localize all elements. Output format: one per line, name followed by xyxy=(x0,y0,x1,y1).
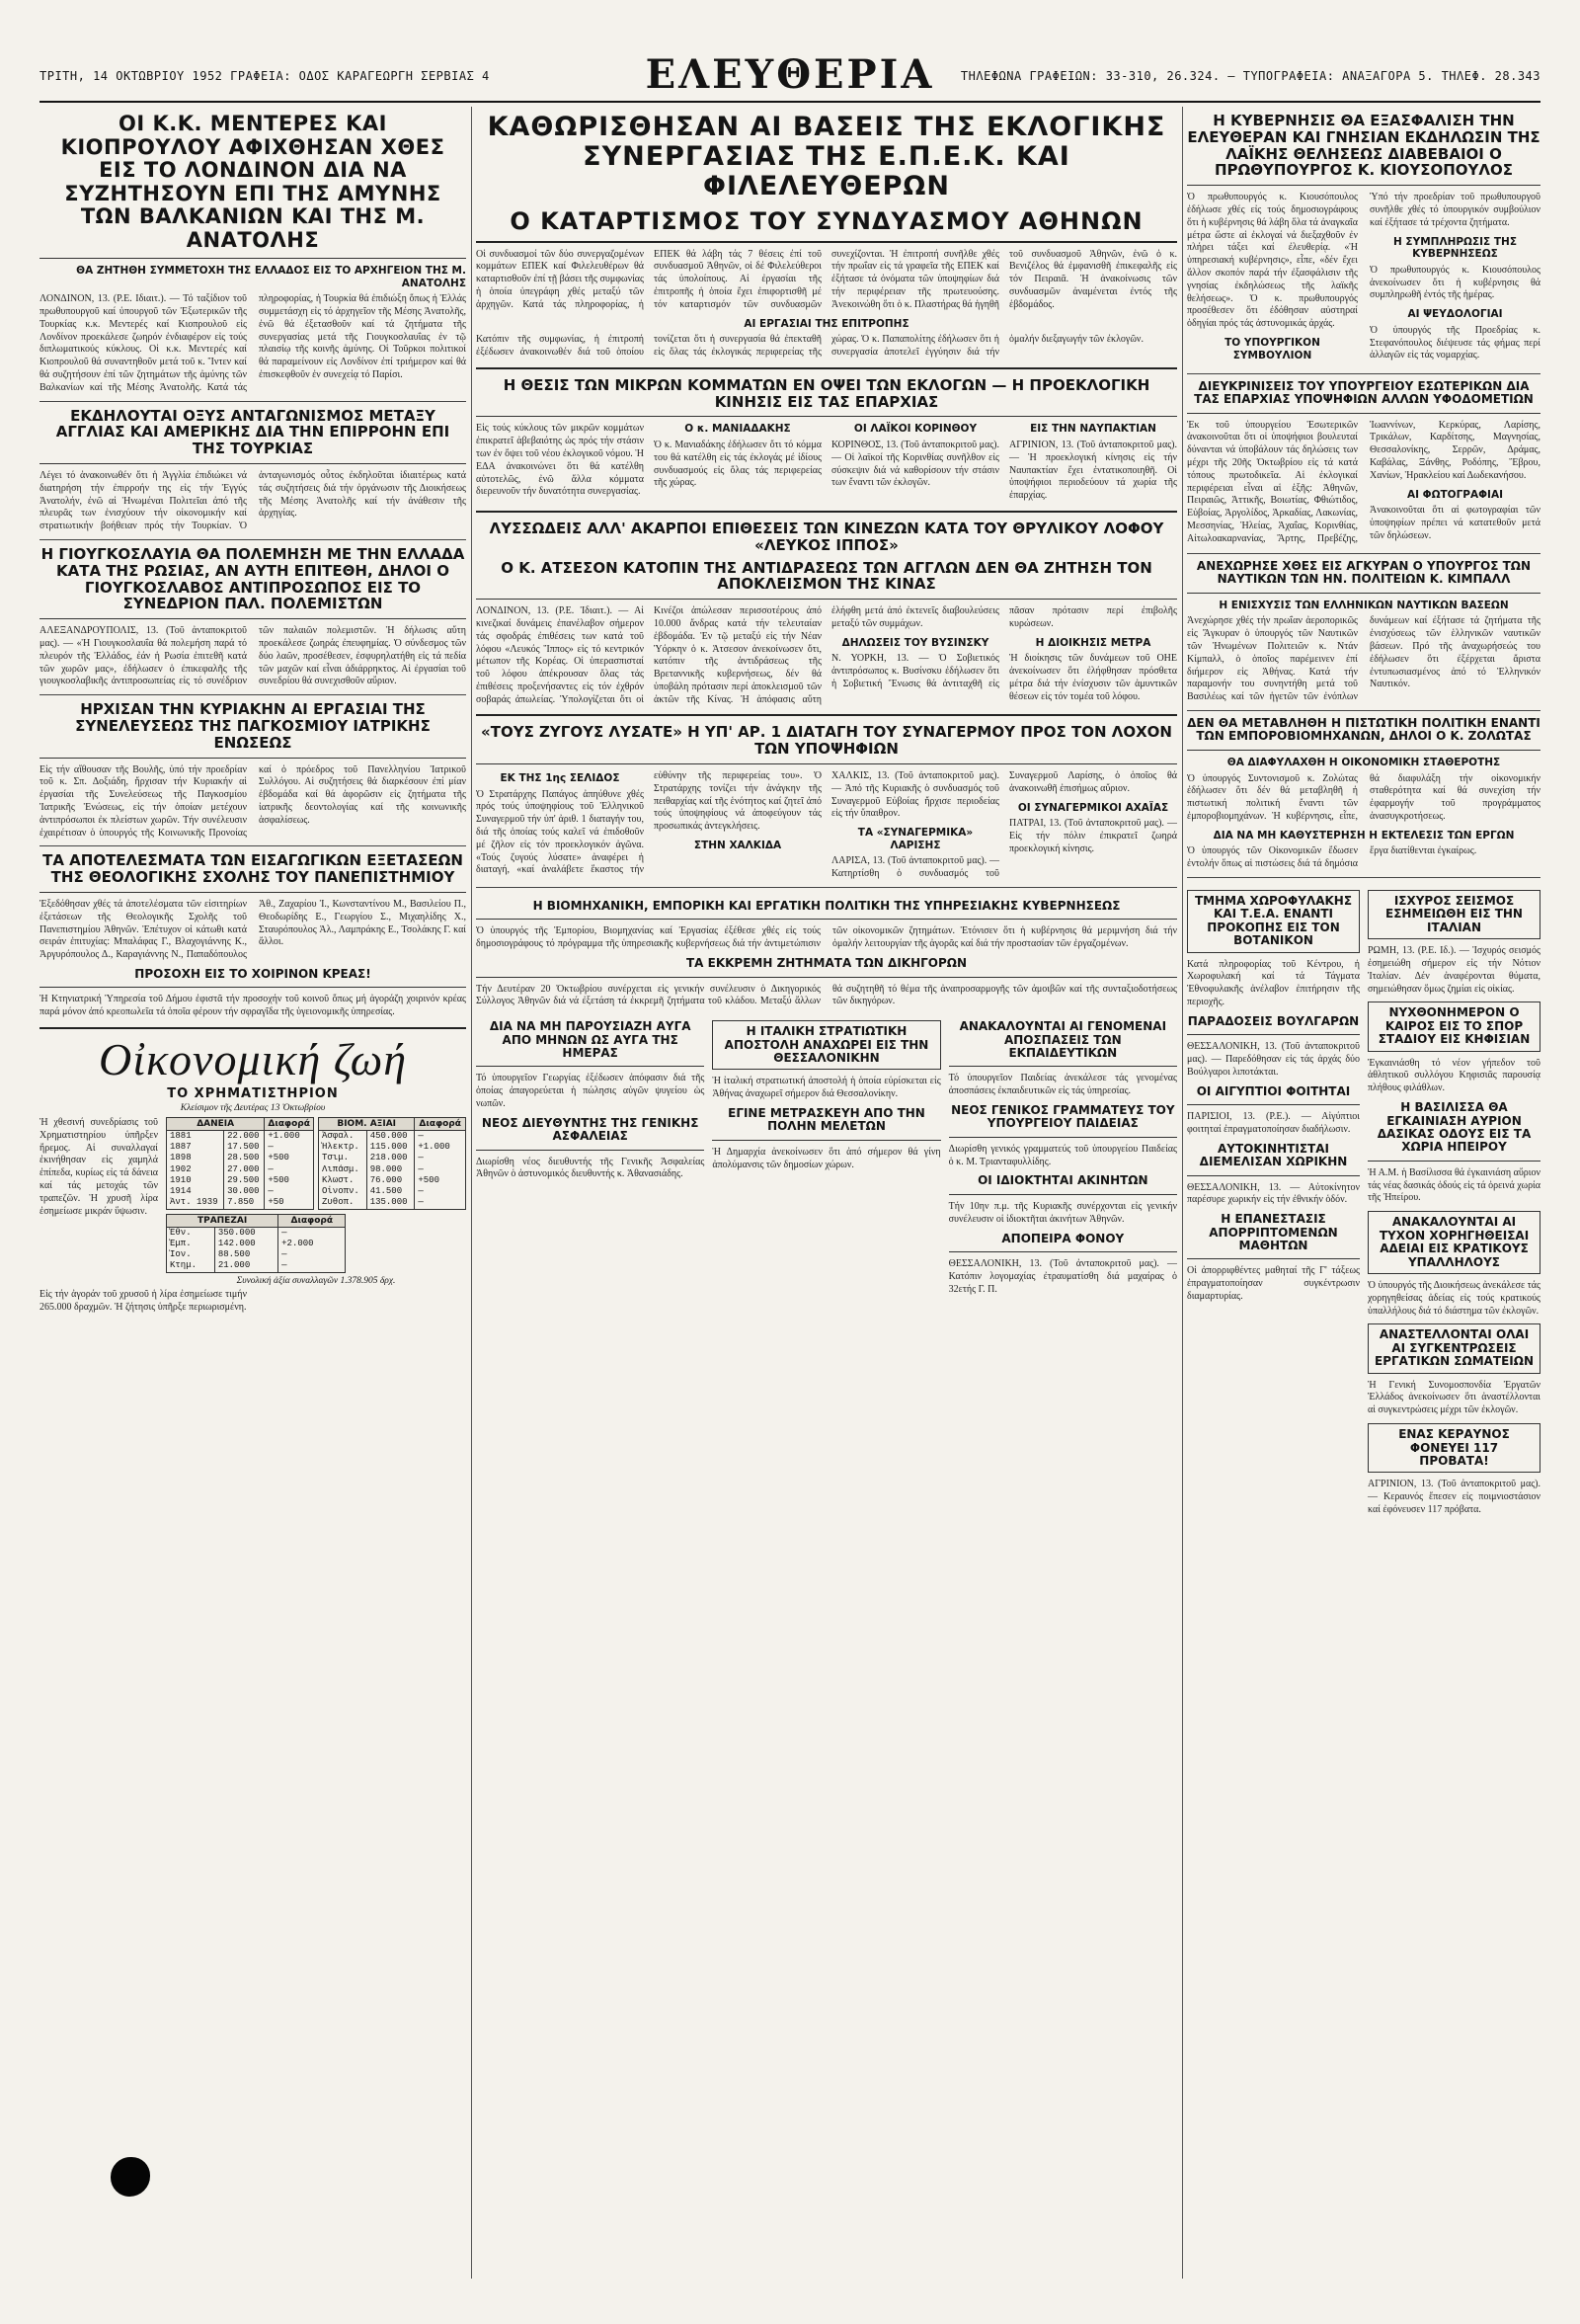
banks-table xyxy=(166,1214,346,1273)
article-columns xyxy=(476,605,1177,706)
table-cell: 135.000 xyxy=(366,1197,415,1209)
article-theology-exams xyxy=(40,852,466,962)
table-cell: 218.000 xyxy=(366,1153,415,1163)
headline: ΤΑ ΑΠΟΤΕΛΕΣΜΑΤΑ ΤΩΝ ΕΙΣΑΓΩΓΙΚΩΝ ΕΞΕΤΑΣΕΩΝ ΤΗΣ ΘΕΟΛΟΓΙΚΗΣ ΣΧΟΛΗΣ ΤΟΥ ΠΑΝΕΠΙΣΤΗΜΙΟΥ xyxy=(40,852,466,893)
small-news-cell xyxy=(949,1014,1177,1302)
headline: ΕΝΑΣ ΚΕΡΑΥΝΟΣ ΦΟΝΕΥΕΙ 117 ΠΡΟΒΑΤΑ! xyxy=(1368,1423,1540,1473)
table-cell: — xyxy=(265,1186,314,1197)
article-body: Κατόπιν τῆς συμφωνίας, ἡ ἐπιτροπή ἐξέδωσεν ἀνακοινωθέν διά τοῦ ὁποίου τονίζεται ὅτι ἡ συνεργασία θά ἐπεκταθῆ εἰς ὅλας τάς ἐκλογικάς περιφερείας τῆς χώρας. Ὁ κ. Παπαπολίτης ἐδήλωσεν ὅτι ἡ συνεργασία ἀποτελεῖ ἐγγύησιν διά τήν ὁμαλήν διεξαγωγήν τῶν ἐκλογῶν. xyxy=(476,334,1144,358)
headline: Η ΒΑΣΙΛΙΣΣΑ ΘΑ ΕΓΚΑΙΝΙΑΣΗ ΑΥΡΙΟΝ ΔΑΣΙΚΑΣ ΟΔΟΥΣ ΕΙΣ ΤΑ ΧΩΡΙΑ ΗΠΕΙΡΟΥ xyxy=(1368,1101,1540,1162)
article-industrial-policy xyxy=(476,900,1177,951)
table-row xyxy=(167,1130,314,1142)
headline: ΗΡΧΙΣΑΝ ΤΗΝ ΚΥΡΙΑΚΗΝ ΑΙ ΕΡΓΑΣΙΑΙ ΤΗΣ ΣΥΝΕΛΕΥΣΕΩΣ ΤΗΣ ΠΑΓΚΟΣΜΙΟΥ ΙΑΤΡΙΚΗΣ ΕΝΩΣΕΩΣ xyxy=(40,701,466,758)
article-body: ΠΑΡΙΣΙΟΙ, 13. (Ρ.Ε.). — Αἰγύπτιοι φοιτηταί ἐπραγματοποίησαν διαδήλωσιν. xyxy=(1187,1111,1360,1135)
article-body: Ὑπό τήν προεδρίαν τοῦ πρωθυπουργοῦ συνῆλθε χθές τό ὑπουργικόν συμβούλιον καί ἐξήτασε τά τρέχοντα ζητήματα. xyxy=(1370,192,1540,228)
article-anglo-american-rivalry xyxy=(40,408,466,533)
economic-content xyxy=(40,1117,466,1289)
table-row xyxy=(167,1186,314,1197)
table-cell: 115.000 xyxy=(366,1142,415,1153)
article-body: Ἡ Α.Μ. ἡ Βασίλισσα θά ἐγκαινιάση αὔριον τάς νέας δασικάς ὁδούς εἰς τά ὀρεινά χωρία τῆς Ἠπείρου. xyxy=(1368,1166,1540,1204)
lower-center-left xyxy=(476,894,1177,1302)
table-cell: — xyxy=(265,1142,314,1153)
table-cell: Ἀσφαλ. xyxy=(319,1130,367,1142)
table-header-row xyxy=(167,1117,314,1130)
article-body: Ἀνεχώρησε χθές τήν πρωΐαν ἀεροπορικῶς εἰς Ἄγκυραν ὁ ὑπουργός τῶν Ναυτικῶν τῶν Ἡνωμένων Πολιτειῶν κ. Ντάν Κίμπαλλ, ὁ ὁποῖος παρέμεινεν ἐπί διήμερον εἰς Ἀθήνας. Κατά τήν παραμονήν του συνηντήθη μετά τοῦ Βασιλέως καί τῶν ἡγετῶν τῶν ἐνόπλων δυνάμεων καί ἐξήτασε τά ζητήματα τῆς ἐνισχύσεως τῶν ἑλληνικῶν ναυτικῶν βάσεων. Πρό τῆς ἀναχωρήσεώς του ἐδήλωσεν ὅτι ἐξέρχεται ἄριστα ἐντυπωσιασμένος ἀπό τό Ἑλληνικόν Ναυτικόν. xyxy=(1187,615,1540,703)
lead-headline: ΚΑΘΩΡΙΣΘΗΣΑΝ ΑΙ ΒΑΣΕΙΣ ΤΗΣ ΕΚΛΟΓΙΚΗΣ ΣΥΝΕΡΓΑΣΙΑΣ ΤΗΣ Ε.Π.Ε.Κ. ΚΑΙ ΦΙΛΕΛΕΥΘΕΡΩΝ xyxy=(487,112,1166,202)
headline: ΑΝΑΣΤΕΛΛΟΝΤΑΙ ΟΛΑΙ ΑΙ ΣΥΓΚΕΝΤΡΩΣΕΙΣ ΕΡΓΑΤΙΚΩΝ ΣΩΜΑΤΕΙΩΝ xyxy=(1368,1323,1540,1373)
subheadline: ΤΑ «ΣΥΝΑΓΕΡΜΙΚΑ» ΛΑΡΙΣΗΣ xyxy=(857,827,974,851)
industry-table xyxy=(318,1117,466,1210)
headline: ΝΥΧΘΟΝΗΜΕΡΟΝ Ο ΚΑΙΡΟΣ ΕΙΣ ΤΟ ΣΠΟΡ ΣΤΑΔΙΟΥ ΕΙΣ ΚΗΦΙΣΙΑΝ xyxy=(1368,1002,1540,1051)
table-cell: 142.000 xyxy=(214,1239,277,1249)
article-columns xyxy=(476,423,1177,503)
table-row xyxy=(319,1130,466,1142)
table-cell: Ζυθοπ. xyxy=(319,1197,367,1209)
article-columns xyxy=(1187,192,1540,366)
article-body: Ὁ Στρατάρχης Παπάγος ἀπηύθυνε χθές πρός τούς ὑποψηφίους τοῦ Ἑλληνικοῦ Συναγερμοῦ τήν ὑπ' ἀριθ. 1 διαταγήν του, διά τῆς ὁποίας τούς καλεῖ νά ἐπιδοθοῦν μέ ζῆλον εἰς τόν προεκλογικόν ἀγῶνα. «Τούς ζυγούς λύσατε» ἀναφέρει ἡ διαταγή, «καί ἀναλάβετε ἕκαστος τήν εὐθύνην τῆς περιφερείας του». Ὁ Στρατάρχης τονίζει τήν ἀνάγκην τῆς πειθαρχίας καί τῆς ἑνότητος καί ζητεῖ ἀπό τούς ὑποψηφίους νά ἀποφεύγουν τάς προσωπικάς ἀντεγκλήσεις. xyxy=(476,770,822,876)
table-cell: — xyxy=(265,1164,314,1175)
table-cell: +50 xyxy=(265,1197,314,1209)
article-body: Ἐξεδόθησαν χθές τά ἀποτελέσματα τῶν εἰσιτηρίων ἐξετάσεων τῆς Θεολογικῆς Σχολῆς τοῦ Πανεπιστημίου Ἀθηνῶν. Ἐπέτυχον οἱ κάτωθι κατά σειράν ἐπιτυχίας: Μπαλάφας Γ., Βλαχογιάννης Κ., Ἀργυρόπουλος Δ., Καραγιάννης Ν., Παπαδόπουλος Ἀθ., Ζαχαρίου Ἰ., Κωνσταντίνου Μ., Βασιλείου Π., Θεοδωρίδης Ε., Γεωργίου Σ., Μιχαηλίδης Χ., Σταυρόπουλος Ἀλ., Λαμπράκης Ε., Τσολάκης Γ. καί ἄλλοι. xyxy=(40,898,466,961)
subheadline: Ο κ. ΜΑΝΙΑΔΑΚΗΣ xyxy=(684,423,791,436)
table-cell: Ἀντ. 1939 xyxy=(167,1197,224,1209)
table-row xyxy=(167,1175,314,1186)
lower-right-right xyxy=(1368,884,1540,1523)
article-small-parties xyxy=(476,377,1177,503)
table-cell: Κτημ. xyxy=(167,1260,215,1272)
market-tables-row xyxy=(166,1117,466,1210)
table-cell: — xyxy=(415,1164,466,1175)
table-cell: 41.500 xyxy=(366,1186,415,1197)
article-body: Κατά πληροφορίας τοῦ Κέντρου, ἡ Χωροφυλακή καί τά Τάγματα Ἐθνοφυλακῆς ἀνέλαβον ἐπιτήρησιν τῆς περιοχῆς. xyxy=(1187,958,1360,1008)
article-body: ΑΓΡΙΝΙΟΝ, 13. (Τοῦ ἀνταποκριτοῦ μας). — Κεραυνός ἔπεσεν εἰς ποιμνιοστάσιον καί ἐφόνευσεν 117 πρόβατα. xyxy=(1368,1479,1540,1515)
article-body: Διωρίσθη γενικός γραμματεύς τοῦ ὑπουργείου Παιδείας ὁ κ. Μ. Τριανταφυλλίδης. xyxy=(948,1143,1177,1167)
subheadline: ΑΙ ΨΕΥΔΟΛΟΓΙΑΙ xyxy=(1407,308,1503,321)
article-body: ΧΑΛΚΙΣ, 13. (Τοῦ ἀνταποκριτοῦ μας). — Ἀπό τῆς Κυριακῆς ὁ συνδυασμός τοῦ Συναγερμοῦ Εὐβοίας ἤρχισε περιοδείας εἰς τήν ὕπαιθρον. xyxy=(831,770,999,820)
section-title: Οἰκονομική ζωή xyxy=(98,1033,408,1084)
table-cell: 1902 xyxy=(167,1164,224,1175)
article-body: ΛΑΡΙΣΑ, 13. (Τοῦ ἀνταποκριτοῦ μας). — Κατηρτίσθη ὁ συνδυασμός τοῦ Συναγερμοῦ Λαρίσης, ὁ ὁποῖος θά ἀνακοινωθῆ ἐπισήμως αὔριον. xyxy=(831,770,1177,880)
table-cell: Ἡλεκτρ. xyxy=(319,1142,367,1153)
article-body: Τήν Δευτέραν 20 Ὀκτωβρίου συνέρχεται εἰς γενικήν συνέλευσιν ὁ Δικηγορικός Σύλλογος Ἀθηνῶν διά νά ἐξετάση τά ἐκκρεμῆ ζητήματα τοῦ κλάδου. Μεταξύ ἄλλων θά συζητηθῆ τό θέμα τῆς ἀναπροσαρμογῆς τῶν ἀμοιβῶν καί τῆς συνταξιοδοτήσεως τῶν δικηγόρων. xyxy=(476,983,1177,1007)
article-body: Οἱ συνδυασμοί τῶν δύο συνεργαζομένων κομμάτων ΕΠΕΚ καί Φιλελευθέρων θά καταρτισθοῦν ἐπί τῇ βάσει τῆς συμφωνίας ἡ ὁποία ὑπεγράφη χθές μεταξύ τῶν ἀρχηγῶν. Κατά τάς πληροφορίας, ἡ ΕΠΕΚ θά λάβη τάς 7 θέσεις ἐπί τοῦ συνδυασμοῦ Ἀθηνῶν, οἱ δέ Φιλελεύθεροι τάς ὑπολοίπους. Αἱ ἐργασίαι τῆς ἐπιτροπῆς ἡ ὁποία ἔχει ἐπιφορτισθῆ μέ τόν καταρτισμόν τῶν συνδυασμῶν συνεχίζονται. Ἡ ἐπιτροπή συνῆλθε χθές τήν πρωΐαν εἰς τά γραφεῖα τῆς ΕΠΕΚ καί ἐξήτασε τά ὀνόματα τῶν ὑποψηφίων διά τήν περιφέρειαν τῆς πρωτευούσης. Ἀνεκοινώθη ὅτι ὁ κ. Πλαστήρας θά ἡγηθῆ τοῦ συνδυασμοῦ Ἀθηνῶν, ἐνῶ ὁ κ. Βενιζέλος θά ἐμφανισθῆ ἐπικεφαλῆς εἰς τόν Πειραιᾶ. Ἡ ἀνακοίνωσις τῶν συνδυασμῶν ἀναμένεται ἐντός τῆς ἑβδομάδος. xyxy=(476,248,1177,310)
headline: Η ΙΤΑΛΙΚΗ ΣΤΡΑΤΙΩΤΙΚΗ ΑΠΟΣΤΟΛΗ ΑΝΑΧΩΡΕΙ ΕΙΣ ΤΗΝ ΘΕΣΣΑΛΟΝΙΚΗΝ xyxy=(712,1020,940,1070)
article-body: Ὁ ὑπουργός τῆς Ἐμπορίου, Βιομηχανίας καί Ἐργασίας ἐξέθεσε χθές εἰς τούς δημοσιογράφους τό πρόγραμμα τῆς ὑπηρεσιακῆς κυβερνήσεως διά τήν ἀντιμετώπισιν τῶν οἰκονομικῶν ζητημάτων. Ἐτόνισεν ὅτι ἡ κυβέρνησις θά μεριμνήση διά τήν ὁμαλήν λειτουργίαν τῆς ἀγορᾶς καί διά τήν προστασίαν τῶν ἐργαζομένων. xyxy=(476,925,1177,950)
table-cell: — xyxy=(415,1197,466,1209)
headline: ΑΠΟΠΕΙΡΑ ΦΟΝΟΥ xyxy=(949,1233,1177,1252)
article-body: Ὁ πρωθυπουργός κ. Κιουσόπουλος ἀνεκοίνωσεν ὅτι ἡ κυβέρνησις θά συμπληρωθῆ ἐντός τῆς ἡμέρας. xyxy=(1370,264,1540,301)
article-epek-liberals xyxy=(476,113,1177,360)
article-body: Ν. ΥΟΡΚΗ, 13. — Ὁ Σοβιετικός ἀντιπρόσωπος κ. Βυσίνσκυ ἐδήλωσεν ὅτι ἡ Σοβιετική Ἕνωσις θά ἀντιταχθῆ εἰς πᾶσαν πρότασιν περί ἐπιβολῆς κυρώσεων. xyxy=(831,605,1177,689)
newspaper-title: ΕΛΕΥΘΕΡΙΑ xyxy=(645,51,935,98)
masthead-date-address: ΤΡΙΤΗ, 14 ΟΚΤΩΒΡΙΟΥ 1952 ΓΡΑΦΕΙΑ: ΟΔΟΣ ΚΑΡΑΓΕΩΡΓΗ ΣΕΡΒΙΑΣ 4 xyxy=(40,69,490,83)
headline: Η ΚΥΒΕΡΝΗΣΙΣ ΘΑ ΕΞΑΣΦΑΛΙΣΗ ΤΗΝ ΕΛΕΥΘΕΡΑΝ ΚΑΙ ΓΝΗΣΙΑΝ ΕΚΔΗΛΩΣΙΝ ΤΗΣ ΛΑΪΚΗΣ ΘΕΛΗΣΕΩΣ ΔΙΑΒΕΒΑΙΟΙ Ο ΠΡΩΘΥΠΟΥΡΓΟΣ Κ. ΚΙΟΥΣΟΠΟΥΛΟΣ xyxy=(1187,113,1540,186)
article-medical-assembly xyxy=(40,701,466,840)
article-zolotas-credit xyxy=(1187,717,1540,871)
table-header-row xyxy=(167,1214,346,1227)
table-row xyxy=(167,1249,346,1260)
subheadline: ΣΤΗΝ ΧΑΛΚΙΔΑ xyxy=(693,840,782,852)
column-header: ΤΡΑΠΕΖΑΙ xyxy=(167,1214,278,1227)
table-cell: 29.500 xyxy=(224,1175,265,1186)
divider xyxy=(476,714,1177,716)
divider xyxy=(40,845,466,846)
table-row xyxy=(167,1239,346,1249)
headline: ΛΥΣΣΩΔΕΙΣ ΑΛΛ' ΑΚΑΡΠΟΙ ΕΠΙΘΕΣΕΙΣ ΤΩΝ ΚΙΝΕΖΩΝ ΚΑΤΑ ΤΟΥ ΘΡΥΛΙΚΟΥ ΛΟΦΟΥ «ΛΕΥΚΟΣ ΙΠΠΟΣ» xyxy=(489,519,1164,554)
headline: ΔΙΕΥΚΡΙΝΙΣΕΙΣ ΤΟΥ ΥΠΟΥΡΓΕΙΟΥ ΕΣΩΤΕΡΙΚΩΝ ΔΙΑ ΤΑΣ ΕΠΑΡΧΙΑΣ ΥΠΟΨΗΦΙΩΝ ΑΛΛΩΝ ΥΦΟΔΟΜΕΤΙΩΝ xyxy=(1187,380,1540,414)
headline: ΠΡΟΣΟΧΗ ΕΙΣ ΤΟ ΧΟΙΡΙΝΟΝ ΚΡΕΑΣ! xyxy=(40,968,466,988)
headline: ΑΝΑΚΑΛΟΥΝΤΑΙ ΑΙ ΓΕΝΟΜΕΝΑΙ ΑΠΟΣΠΑΣΕΙΣ ΤΩΝ ΕΚΠΑΙΔΕΥΤΙΚΩΝ xyxy=(949,1020,1177,1067)
section-subtitle: ΤΟ ΧΡΗΜΑΤΙΣΤΗΡΙΟΝ xyxy=(167,1085,339,1101)
article-body: Εἰς τήν αἴθουσαν τῆς Βουλῆς, ὑπό τήν προεδρίαν τοῦ κ. Σπ. Δοξιάδη, ἤρχισαν τήν Κυριακήν αἱ ἐργασίαι τῆς Συνελεύσεως τῆς Παγκοσμίου Ἰατρικῆς Ἑνώσεως, εἰς τήν ὁποίαν μετέχουν ἀντιπρόσωποι ἐκ πλείστων χωρῶν. Τήν συνέλευσιν ἐχαιρέτισαν ὁ ὑπουργός τῆς Κοινωνικῆς Προνοίας καί ὁ πρόεδρος τοῦ Πανελληνίου Ἰατρικοῦ Συλλόγου. Αἱ συζητήσεις θά διαρκέσουν ἐπί μίαν ἑβδομάδα καί θά ἀφορῶσιν εἰς ζητήματα τῆς ἰατρικῆς δεοντολογίας καί τῆς κοινωνικῆς ἀσφαλίσεως. xyxy=(40,763,466,839)
article-body: Τήν 10ην π.μ. τῆς Κυριακῆς συνέρχονται εἰς γενικήν συνέλευσιν οἱ ἰδιοκτῆται ἀκινήτων Ἀθηνῶν. xyxy=(948,1200,1177,1225)
economic-intro: Ἡ χθεσινή συνεδρίασις τοῦ Χρηματιστηρίου ὑπῆρξεν ἤρεμος. Αἱ συναλλαγαί ἐκινήθησαν εἰς χαμηλά ἐπίπεδα, κυρίως εἰς τά δάνεια καί τάς μετοχάς τῶν τραπεζῶν. Ἡ χρυσῆ λίρα ἐσημείωσε μικράν ὕψωσιν. xyxy=(40,1116,158,1217)
table-cell: +500 xyxy=(265,1153,314,1163)
table-cell: Ἐθν. xyxy=(167,1227,215,1239)
table-cell: 1914 xyxy=(167,1186,224,1197)
table-row xyxy=(167,1164,314,1175)
article-body: Ἡ Γενική Συνομοσπονδία Ἐργατῶν Ἑλλάδος ἀνεκοίνωσεν ὅτι ἀναστέλλονται αἱ συγκεντρώσεις μέχρι τῶν ἐκλογῶν. xyxy=(1368,1379,1540,1416)
economic-body: Εἰς τήν ἀγοράν τοῦ χρυσοῦ ἡ λίρα ἐσημείωσε τιμήν 265.000 δραχμῶν. Ἡ ζήτησις ὑπῆρξε περιωρισμένη. xyxy=(40,1288,247,1313)
article-yugoslavia-greece xyxy=(40,546,466,688)
section-note: Κλείσιμον τῆς Δευτέρας 13 Ὀκτωβρίου xyxy=(180,1102,326,1113)
table-cell: 1887 xyxy=(167,1142,224,1153)
lower-center-block xyxy=(476,894,1177,1302)
table-row xyxy=(319,1142,466,1153)
subheadline: ΘΑ ΔΙΑΦΥΛΑΧΘΗ Η ΟΙΚΟΝΟΜΙΚΗ ΣΤΑΘΕΡΟΤΗΣ xyxy=(1226,756,1501,768)
table-cell: Τσιμ. xyxy=(319,1153,367,1163)
headline: ΔΕΝ ΘΑ ΜΕΤΑΒΛΗΘΗ Η ΠΙΣΤΩΤΙΚΗ ΠΟΛΙΤΙΚΗ ΕΝΑΝΤΙ ΤΩΝ ΕΜΠΟΡΟΒΙΟΜΗΧΑΝΩΝ, ΔΗΛΟΙ Ο Κ. ΖΟΛΩΤΑΣ xyxy=(1187,717,1540,751)
table-cell: 450.000 xyxy=(366,1130,415,1142)
article-body: Ἐγκαινιάσθη τό νέον γήπεδον τοῦ ἀθλητικοῦ συλλόγου Κηφισιᾶς παρουσίᾳ πλήθους φιλάθλων. xyxy=(1368,1057,1540,1094)
subheadline: ΕΙΣ ΤΗΝ ΝΑΥΠΑΚΤΙΑΝ xyxy=(1030,423,1156,436)
divider xyxy=(1187,373,1540,374)
article-body: ΛΟΝΔΙΝΟΝ, 13. (Ρ.Ε. Ιδιαιτ.). — Τό ταξίδιον τοῦ πρωθυπουργοῦ καί ὑπουργοῦ τῶν Ἐξωτερικῶν τῆς Τουρκίας κ.κ. Μεντερές καί Κιοπρουλοῦ εἰς Λονδίνον προεκάλεσε ζωηρόν ἐνδιαφέρον εἰς τούς διπλωματικούς κύκλους. Οἱ κ.κ. Μεντερές καί Κιοπρουλοῦ θά συναντηθοῦν μετά τοῦ κ. Ἴντεν καί θά συζητήσουν ἐπί τῶν ζητημάτων τῆς ἀμύνης τῶν Βαλκανίων καί τῆς Μέσης Ἀνατολῆς. Κατά τάς πληροφορίας, ἡ Τουρκία θά ἐπιδιώξη ὅπως ἡ Ἑλλάς συμμετάσχη εἰς τό ἀρχηγεῖον τῆς Μέσης Ἀνατολῆς, ἐνῶ θά ἐξετασθοῦν καί τά ζητήματα τῆς συνεργασίας μετά τῆς Γιουγκοσλαυΐας ἐν τῷ πλαισίῳ τῆς κοινῆς ἀμύνης. Οἱ Τοῦρκοι πολιτικοί θά παραμείνουν εἰς Λονδίνον ἐπί τριήμερον καί θά ἐπισκεφθοῦν ἐν συνεχείᾳ τό Παρίσι. xyxy=(40,293,466,393)
table-row xyxy=(167,1197,314,1209)
economic-life-section xyxy=(40,1033,466,1314)
headline: Η ΕΠΑΝΕΣΤΑΣΙΣ ΑΠΟΡΡΙΠΤΟΜΕΝΩΝ ΜΑΘΗΤΩΝ xyxy=(1187,1213,1360,1259)
table-cell: 98.000 xyxy=(366,1164,415,1175)
table-row xyxy=(167,1260,346,1272)
article-body: Διωρίσθη νέος διευθυντής τῆς Γενικῆς Ἀσφαλείας Ἀθηνῶν ὁ ἀστυνομικός διευθυντής κ. Ἀθανασιάδης. xyxy=(476,1156,705,1180)
article-body: Ὁ ὑπουργός τῆς Προεδρίας κ. Στεφανόπουλος διέψευσε τάς φήμας περί ἀλλαγῶν εἰς τάς νομαρχίας. xyxy=(1370,324,1540,361)
table-cell: 1898 xyxy=(167,1153,224,1163)
article-body: Ὁ πρωθυπουργός κ. Κιουσόπουλος ἐδήλωσε χθές εἰς τούς δημοσιογράφους ὅτι ἡ κυβέρνησις θά λάβη ὅλα τά ἀναγκαῖα μέτρα ὥστε αἱ ἐκλογαί νά διεξαχθοῦν ἐν πλήρει τάξει καί ἐλευθερίᾳ. «Ἡ ὑπηρεσιακή κυβέρνησις», εἶπε, «δέν ἔχει ἄλλον σκοπόν παρά τήν ἐξασφάλισιν τῆς γνησίας ἐκδηλώσεως τῆς λαϊκῆς θελήσεως». Ὁ κ. πρωθυπουργός προσέθεσεν ὅτι ἐδόθησαν αὐστηραί ὁδηγίαι πρός τάς ἀστυνομικάς ἀρχάς. xyxy=(1187,192,1358,330)
table-cell: +1.000 xyxy=(415,1142,466,1153)
table-cell: — xyxy=(278,1227,346,1239)
divider xyxy=(476,887,1177,888)
lower-right-left xyxy=(1187,884,1360,1523)
table-cell: 350.000 xyxy=(214,1227,277,1239)
divider xyxy=(40,694,466,695)
table-row xyxy=(319,1153,466,1163)
table-row xyxy=(167,1153,314,1163)
headline: «ΤΟΥΣ ΖΥΓΟΥΣ ΛΥΣΑΤΕ» Η ΥΠ' ΑΡ. 1 ΔΙΑΤΑΓΗ ΤΟΥ ΣΥΝΑΓΕΡΜΟΥ ΠΡΟΣ ΤΟΝ ΛΟΧΟΝ ΤΩΝ ΥΠΟΨΗΦΙΩΝ xyxy=(476,724,1177,764)
table-cell: Ἰον. xyxy=(167,1249,215,1260)
subheadline: ΤΟ ΥΠΟΥΡΓΙΚΟΝ ΣΥΜΒΟΥΛΙΟΝ xyxy=(1224,336,1320,361)
divider xyxy=(476,511,1177,513)
table-cell: Λιπάσμ. xyxy=(319,1164,367,1175)
table-cell: 21.000 xyxy=(214,1260,277,1272)
table-header-row xyxy=(319,1117,466,1130)
table-row xyxy=(319,1175,466,1186)
headline: ΑΝΑΚΑΛΟΥΝΤΑΙ ΑΙ ΤΥΧΟΝ ΧΟΡΗΓΗΘΕΙΣΑΙ ΑΔΕΙΑΙ ΕΙΣ ΚΡΑΤΙΚΟΥΣ ΥΠΑΛΛΗΛΟΥΣ xyxy=(1368,1211,1540,1274)
article-columns xyxy=(1187,420,1540,547)
headline: Η ΓΙΟΥΓΚΟΣΛΑΥΙΑ ΘΑ ΠΟΛΕΜΗΣΗ ΜΕ ΤΗΝ ΕΛΛΑΔΑ ΚΑΤΑ ΤΗΣ ΡΩΣΙΑΣ, ΑΝ ΑΥΤΗ ΕΠΙΤΕΘΗ, ΔΗΛΟΙ Ο ΓΙΟΥΓΚΟΣΛΑΒΟΣ ΑΝΤΙΠΡΟΣΩΠΟΣ ΕΙΣ ΤΟ ΣΥΝΕΔΡΙΟΝ ΠΑΛ. ΠΟΛΕΜΙΣΤΩΝ xyxy=(40,546,466,619)
article-body: Ἡ διοίκησις τῶν δυνάμεων τοῦ ΟΗΕ ἀνεκοίνωσεν ὅτι ἐλήφθησαν πρόσθετα μέτρα διά τήν ἐνίσχυσιν τῶν ἀμυντικῶν θέσεων εἰς τόν τομέα τοῦ λόφου. xyxy=(1009,653,1177,702)
table-cell: 1910 xyxy=(167,1175,224,1186)
headline: ΔΙΑ ΝΑ ΜΗ ΠΑΡΟΥΣΙΑΖΗ ΑΥΓΑ ΑΠΟ ΜΗΝΩΝ ΩΣ ΑΥΓΑ ΤΗΣ ΗΜΕΡΑΣ xyxy=(476,1020,704,1067)
lead-subheadline: Ο ΚΑΤΑΡΤΙΣΜΟΣ ΤΟΥ ΣΥΝΔΥΑΣΜΟΥ ΑΘΗΝΩΝ xyxy=(476,208,1177,243)
article-body: Τό ὑπουργεῖον Παιδείας ἀνεκάλεσε τάς γενομένας ἀποσπάσεις ἐκπαιδευτικῶν εἰς τάς ὑπηρεσίας. xyxy=(948,1073,1177,1097)
divider xyxy=(1187,710,1540,711)
table-cell: — xyxy=(415,1186,466,1197)
divider xyxy=(40,401,466,402)
article-interior-clarifications xyxy=(1187,380,1540,547)
table-cell: 22.000 xyxy=(224,1130,265,1142)
small-news-cell xyxy=(712,1014,940,1302)
table-cell: +1.000 xyxy=(265,1130,314,1142)
loans-table xyxy=(166,1117,314,1210)
subheadline: ΑΙ ΦΩΤΟΓΡΑΦΙΑΙ xyxy=(1406,488,1503,501)
center-column xyxy=(476,107,1177,2279)
table-cell: 17.500 xyxy=(224,1142,265,1153)
table-cell: +2.000 xyxy=(278,1239,346,1249)
column-header: Διαφορά xyxy=(415,1117,466,1130)
article-body: Ὁ ὑπουργός τῶν Οἰκονομικῶν ἔδωσεν ἐντολήν ὅπως αἱ πιστώσεις διά τά δημόσια ἔργα διατίθενται ἐγκαίρως. xyxy=(1187,845,1477,870)
subheadline: ΘΑ ΖΗΤΗΘΗ ΣΥΜΜΕΤΟΧΗ ΤΗΣ ΕΛΛΑΔΟΣ ΕΙΣ ΤΟ ΑΡΧΗΓΕΙΟΝ ΤΗΣ Μ. ΑΝΑΤΟΛΗΣ xyxy=(76,265,466,289)
table-cell: 30.000 xyxy=(224,1186,265,1197)
table-cell: +500 xyxy=(265,1175,314,1186)
lower-right-block xyxy=(1187,884,1540,1523)
left-column xyxy=(40,107,466,2279)
subheadline: ΟΙ ΛΑΪΚΟΙ ΚΟΡΙΝΘΟΥ xyxy=(853,423,978,436)
article-menderes-london xyxy=(40,113,466,395)
article-body: Ἡ ἰταλική στρατιωτική ἀποστολή ἡ ὁποία εὑρίσκεται εἰς Ἀθήνας ἀναχωρεῖ σήμερον διά Θεσσαλονίκην. xyxy=(712,1076,941,1100)
divider xyxy=(1187,877,1540,878)
article-body: Οἱ ἀπορριφθέντες μαθηταί τῆς Γ' τάξεως ἐπραγματοποίησαν συγκέντρωσιν διαμαρτυρίας. xyxy=(1187,1265,1360,1303)
table-cell: — xyxy=(278,1249,346,1260)
article-body: Λέγει τό ἀνακοινωθέν ὅτι ἡ Ἀγγλία ἐπιδιώκει νά διατηρήση τήν ἐπιρροήν της εἰς τήν Ἐγγύς Ἀνατολήν, ἐνῶ αἱ Ἡνωμέναι Πολιτεῖαι ἀπό τῆς πλευρᾶς των ἐνισχύουν τήν οἰκονομικήν καί στρατιωτικήν βοήθειαν πρός τήν Τουρκίαν. Ὁ ἀνταγωνισμός οὗτος ἐκδηλοῦται ἰδιαιτέρως κατά τάς συζητήσεις διά τήν ὀργάνωσιν τῆς Διοικήσεως τῆς Μέσης Ἀνατολῆς καί τήν ἀνάθεσιν τῆς ἀρχηγίας. xyxy=(40,470,466,532)
article-body: Ἀνακοινοῦται ὅτι αἱ φωτογραφίαι τῶν ὑποψηφίων πρέπει νά κατατεθοῦν μετά τῶν δηλώσεων. xyxy=(1370,505,1540,541)
headline: Η ΒΙΟΜΗΧΑΝΙΚΗ, ΕΜΠΟΡΙΚΗ ΚΑΙ ΕΡΓΑΤΙΚΗ ΠΟΛΙΤΙΚΗ ΤΗΣ ΥΠΗΡΕΣΙΑΚΗΣ ΚΥΒΕΡΝΗΣΕΩΣ xyxy=(476,900,1177,920)
article-body: ΚΟΡΙΝΘΟΣ, 13. (Τοῦ ἀνταποκριτοῦ μας). — Οἱ λαϊκοί τῆς Κορινθίας συνῆλθον εἰς σύσκεψιν διά νά καθορίσουν τήν στάσιν των ἔναντι τῶν ἐκλογῶν. xyxy=(831,439,999,489)
subheadline: ΟΙ ΣΥΝΑΓΕΡΜΙΚΟΙ ΑΧΑΪΑΣ xyxy=(1017,801,1169,814)
subheadline: ΑΙ ΕΡΓΑΣΙΑΙ ΤΗΣ ΕΠΙΤΡΟΠΗΣ xyxy=(744,317,909,330)
article-body: Ὁ κ. Μανιαδάκης ἐδήλωσεν ὅτι τό κόμμα του θά κατέλθη εἰς τάς ἐκλογάς μέ ἰδίους συνδυασμούς εἰς ὅλας τάς περιφερείας τῆς χώρας. xyxy=(654,439,822,489)
table-cell: 7.850 xyxy=(224,1197,265,1209)
column-header: ΒΙΟΜ. ΑΞΙΑΙ xyxy=(319,1117,415,1130)
table-cell: 28.500 xyxy=(224,1153,265,1163)
small-news-row xyxy=(476,1014,1177,1302)
table-cell: Οἰνοπν. xyxy=(319,1186,367,1197)
article-columns xyxy=(476,770,1177,881)
article-body: ΛΟΝΔΙΝΟΝ, 13. (Ρ.Ε. Ἰδιαιτ.). — Αἱ κινεζικαί δυνάμεις ἐπανέλαβον σήμερον τάς σφοδράς ἐπιθέσεις των κατά τοῦ λόφου «Λευκός Ἵππος» εἰς τό κεντρικόν μέτωπον τῆς Κορέας. Οἱ ὑπερασπισταί τοῦ λόφου ἀπέκρουσαν ὅλας τάς ἐπιθέσεις προξενήσαντες εἰς τόν ἐχθρόν σοβαράς ἀπωλείας. Ὑπολογίζεται ὅτι οἱ Κινέζοι ἀπώλεσαν περισσοτέρους ἀπό 10.000 ἄνδρας κατά τήν τελευταίαν ἑβδομάδα. Ἐν τῷ μεταξύ εἰς τήν Νέαν Ὑόρκην ὁ κ. Ἀτσεσον ἀνεκοίνωσεν ὅτι, κατόπιν τῆς ἀντιδράσεως τῆς Βρεταννικῆς κυβερνήσεως, δέν θά ὑποβάλη πρότασιν περί ἀποκλεισμοῦ τῶν ἀκτῶν τῆς Κίνας. Ἡ ἀπόφασις αὕτη ἐλήφθη μετά ἀπό ἐκτενεῖς διαβουλεύσεις μεταξύ τῶν συμμάχων. xyxy=(476,605,999,705)
article-body: Τό ὑπουργεῖον Γεωργίας ἐξέδωσεν ἀπόφασιν διά τῆς ὁποίας ἀπαγορεύεται ἡ πώλησις αὐγῶν ψυγείου ὡς νωπῶν. xyxy=(476,1073,705,1110)
divider xyxy=(40,1027,466,1029)
column-header: ΔΑΝΕΙΑ xyxy=(167,1117,265,1130)
table-cell: Κλωστ. xyxy=(319,1175,367,1186)
divider xyxy=(476,367,1177,369)
headline: ΟΙ ΑΙΓΥΠΤΙΟΙ ΦΟΙΤΗΤΑΙ xyxy=(1187,1085,1360,1105)
subheadline: ΔΙΑ ΝΑ ΜΗ ΚΑΘΥΣΤΕΡΗΣΗ Η ΕΚΤΕΛΕΣΙΣ ΤΩΝ ΕΡΓΩΝ xyxy=(1213,829,1515,841)
headline: ΝΕΟΣ ΔΙΕΥΘΥΝΤΗΣ ΤΗΣ ΓΕΝΙΚΗΣ ΑΣΦΑΛΕΙΑΣ xyxy=(476,1117,704,1151)
table-row xyxy=(167,1227,346,1239)
subheadline: Η ΕΝΙΣΧΥΣΙΣ ΤΩΝ ΕΛΛΗΝΙΚΩΝ ΝΑΥΤΙΚΩΝ ΒΑΣΕΩΝ xyxy=(1219,599,1509,611)
headline: ΟΙ Κ.Κ. ΜΕΝΤΕΡΕΣ ΚΑΙ ΚΙΟΠΡΟΥΛΟΥ ΑΦΙΧΘΗΣΑΝ ΧΘΕΣ ΕΙΣ ΤΟ ΛΟΝΔΙΝΟΝ ΔΙΑ ΝΑ ΣΥΖΗΤΗΣΟΥΝ ΕΠΙ ΤΗΣ ΑΜΥΝΗΣ ΤΩΝ ΒΑΛΚΑΝΙΩΝ ΚΑΙ ΤΗΣ Μ. ΑΝΑΤΟΛΗΣ xyxy=(40,113,466,259)
subheadline: Η ΔΙΟΙΚΗΣΙΣ ΜΕΤΡΑ xyxy=(1035,636,1151,649)
table-cell: Ἐμπ. xyxy=(167,1239,215,1249)
table-cell: 76.000 xyxy=(366,1175,415,1186)
article-lawyers xyxy=(476,957,1177,1008)
article-body: ΡΩΜΗ, 13. (Ρ.Ε. Ιδ.). — Ἰσχυρός σεισμός ἐσημειώθη σήμερον εἰς τήν Νότιον Ἰταλίαν. Δέν ἀναφέρονται θύματα, σημειώθησαν ὅμως ζημίαι εἰς οἰκίας. xyxy=(1368,945,1540,995)
column-rule xyxy=(1182,107,1183,2279)
headline: ΝΕΟΣ ΓΕΝΙΚΟΣ ΓΡΑΜΜΑΤΕΥΣ ΤΟΥ ΥΠΟΥΡΓΕΙΟΥ ΠΑΙΔΕΙΑΣ xyxy=(949,1104,1177,1138)
masthead-phones: ΤΗΛΕΦΩΝΑ ΓΡΑΦΕΙΩΝ: 33-310, 26.324. — ΤΥΠΟΓΡΑΦΕΙΑ: ΑΝΑΞΑΓΟΡΑ 5. ΤΗΛΕΦ. 28.343 xyxy=(960,69,1540,83)
headline: ΠΑΡΑΔΟΣΕΙΣ ΒΟΥΛΓΑΡΩΝ xyxy=(1187,1015,1360,1035)
table-cell: — xyxy=(278,1260,346,1272)
market-total: Συνολική ἀξία συναλλαγῶν 1.378.905 δρχ. xyxy=(236,1275,396,1286)
subheadline: ΕΚ ΤΗΣ 1ης ΣΕΛΙΔΟΣ xyxy=(500,772,620,785)
article-body: Ἐκ τοῦ ὑπουργείου Ἐσωτερικῶν ἀνακοινοῦται ὅτι οἱ ὑποψήφιοι βουλευταί δύνανται νά ὑποβάλουν τάς δηλώσεις των μέχρι τῆς 20ῆς Ὀκτωβρίου εἰς τά κατά τόπους πρωτοδικεῖα. Αἱ ἐκλογικαί περιφέρειαι εἶναι αἱ ἑξῆς: Ἀθηνῶν, Πειραιῶς, Ἀττικῆς, Βοιωτίας, Φθιώτιδος, Εὐβοίας, Ἀργολίδος, Ἀρκαδίας, Λακωνίας, Μεσσηνίας, Ἠλείας, Ἀχαΐας, Κορινθίας, Αἰτωλοακαρνανίας, Ἄρτης, Πρεβέζης, Ἰωαννίνων, Κερκύρας, Λαρίσης, Τρικάλων, Καρδίτσης, Μαγνησίας, Θεσσαλονίκης, Σερρῶν, Δράμας, Καβάλας, Ξάνθης, Ροδόπης, Ἕβρου, Χανίων, Ἡρακλείου καί Δωδεκανήσου. xyxy=(1187,419,1540,544)
article-pork-warning xyxy=(40,968,466,1019)
article-body: Ἡ Κτηνιατρική Ὑπηρεσία τοῦ Δήμου ἐφιστᾶ τήν προσοχήν τοῦ κοινοῦ ὅπως μή ἀγοράζη χοιρινόν κρέας παρά μόνον ἀπό κρεοπωλεῖα τά ὁποῖα φέρουν τήν σφραγῖδα τῆς ὑγειονομικῆς ὑπηρεσίας. xyxy=(40,994,466,1018)
article-government-elections xyxy=(1187,113,1540,367)
market-tables xyxy=(166,1117,466,1289)
article-body: Ὁ ὑπουργός τῆς Διοικήσεως ἀνεκάλεσε τάς χορηγηθείσας ἀδείας εἰς τούς κρατικούς ὑπαλλήλους διά τό διάστημα τῶν ἐκλογῶν. xyxy=(1368,1279,1540,1317)
table-cell: — xyxy=(415,1153,466,1163)
article-body: ΑΛΕΞΑΝΔΡΟΥΠΟΛΙΣ, 13. (Τοῦ ἀνταποκριτοῦ μας). — «Ἡ Γιουγκοσλαυΐα θά πολεμήση παρά τό πλευρόν τῆς Ἑλλάδος, ἐάν ἡ Ρωσία ἐπιτεθῆ κατά τῶν χωρῶν μας», ἐδήλωσεν ὁ ἐπικεφαλῆς τῆς γιουγκοσλαβικῆς ἀντιπροσωπείας εἰς τό συνέδριον τῶν παλαιῶν πολεμιστῶν. Ἡ δήλωσις αὕτη προεκάλεσε ζωηράς ἐπευφημίας. Ὁ σύνδεσμος τῶν δύο λαῶν, προσέθεσεν, ἐσφυρηλατήθη εἰς τά πεδία τῶν μαχῶν καί εἶναι ἀδιάρρηκτος. Αἱ ἐργασίαι τοῦ συνεδρίου θά συνεχισθοῦν αὔριον. xyxy=(40,625,466,687)
article-body: ΘΕΣΣΑΛΟΝΙΚΗ, 13. — Αὐτοκίνητον παρέσυρε χωρικήν εἰς τήν ἐθνικήν ὁδόν. xyxy=(1187,1181,1360,1206)
headline: ΑΝΕΧΩΡΗΣΕ ΧΘΕΣ ΕΙΣ ΑΓΚΥΡΑΝ Ο ΥΠΟΥΡΓΟΣ ΤΩΝ ΝΑΥΤΙΚΩΝ ΤΩΝ ΗΝ. ΠΟΛΙΤΕΙΩΝ Κ. ΚΙΜΠΑΛΛ xyxy=(1187,560,1540,594)
divider xyxy=(1187,553,1540,554)
column-header: Διαφορά xyxy=(265,1117,314,1130)
article-body: Ὁ ὑπουργός Συντονισμοῦ κ. Ζολώτας ἐδήλωσεν ὅτι δέν θά μεταβληθῆ ἡ πιστωτική πολιτική ἔναντι τῶν ἐμποροβιομηχάνων. Ἡ κυβέρνησις, εἶπε, θά διαφυλάξη τήν οἰκονομικήν σταθερότητα καί θά συνεχίση τήν ἐφαρμογήν τοῦ προγράμματος ἀνασυγκροτήσεως. xyxy=(1187,772,1540,822)
table-cell: 88.500 xyxy=(214,1249,277,1260)
article-body: ΑΓΡΙΝΙΟΝ, 13. (Τοῦ ἀνταποκριτοῦ μας). — Ἡ προεκλογική κίνησις εἰς τήν Ναυπακτίαν ἔχει ἐντατικοποιηθῆ. Οἱ ὑποψήφιοι περιοδεύουν τά χωρία τῆς ἐπαρχίας. xyxy=(1009,439,1177,502)
headline: ΟΙ ΙΔΙΟΚΤΗΤΑΙ ΑΚΙΝΗΤΩΝ xyxy=(949,1174,1177,1194)
headline: ΑΥΤΟΚΙΝΗΤΙΣΤΑΙ ΔΙΕΜΕΛΙΣΑΝ ΧΩΡΙΚΗΝ xyxy=(1187,1143,1360,1176)
divider xyxy=(40,539,466,540)
subheadline: ΔΗΛΩΣΕΙΣ ΤΟΥ ΒΥΣΙΝΣΚΥ xyxy=(841,636,989,649)
headline: ΙΣΧΥΡΟΣ ΣΕΙΣΜΟΣ ΕΣΗΜΕΙΩΘΗ ΕΙΣ ΤΗΝ ΙΤΑΛΙΑΝ xyxy=(1368,890,1540,939)
article-kimball-ankara xyxy=(1187,560,1540,704)
headline: ΤΜΗΜΑ ΧΩΡΟΦΥΛΑΚΗΣ ΚΑΙ Τ.Ε.Α. ΕΝΑΝΤΙ ΠΡΟΚΟΠΗΣ ΕΙΣ ΤΟΝ ΒΟΤΑΝΙΚΟΝ xyxy=(1187,890,1360,953)
headline: ΕΚΔΗΛΟΥΤΑΙ ΟΞΥΣ ΑΝΤΑΓΩΝΙΣΜΟΣ ΜΕΤΑΞΥ ΑΓΓΛΙΑΣ ΚΑΙ ΑΜΕΡΙΚΗΣ ΔΙΑ ΤΗΝ ΕΠΙΡΡΟΗΝ ΕΠΙ ΤΗΣ ΤΟΥΡΚΙΑΣ xyxy=(40,408,466,464)
table-cell: 1881 xyxy=(167,1130,224,1142)
masthead xyxy=(40,51,1540,103)
table-cell: +500 xyxy=(415,1175,466,1186)
small-news-cell xyxy=(476,1014,704,1302)
article-body: Ἡ Δημαρχία ἀνεκοίνωσεν ὅτι ἀπό σήμερον θά γίνη ἀπολύμανσις τῶν δημοσίων χώρων. xyxy=(712,1146,941,1170)
article-body: ΘΕΣΣΑΛΟΝΙΚΗ, 13. (Τοῦ ἀνταποκριτοῦ μας). — Παρεδόθησαν εἰς τάς ἀρχάς δύο Βούλγαροι λιποτάκται. xyxy=(1187,1041,1360,1078)
article-rally-order xyxy=(476,724,1177,881)
headline: ΕΓΙΝΕ ΜΕΤΡΑΣΚΕΥΗ ΑΠΟ ΤΗΝ ΠΟΛΗΝ ΜΕΛΕΤΩΝ xyxy=(712,1107,940,1141)
table-cell: — xyxy=(415,1130,466,1142)
column-header: Διαφορά xyxy=(278,1214,346,1227)
table-row xyxy=(319,1197,466,1209)
article-white-horse-hill xyxy=(476,521,1177,707)
table-row xyxy=(319,1164,466,1175)
article-body: ΘΕΣΣΑΛΟΝΙΚΗ, 13. (Τοῦ ἀνταποκριτοῦ μας). — Κατόπιν λογομαχίας ἐτραυματίσθη διά μαχαίρας ὁ 32ετής Γ. Π. xyxy=(948,1257,1177,1295)
table-row xyxy=(167,1142,314,1153)
table-row xyxy=(319,1186,466,1197)
table-cell: 27.000 xyxy=(224,1164,265,1175)
article-body: Εἰς τούς κύκλους τῶν μικρῶν κομμάτων ἐπικρατεῖ ἀβεβαιότης ὡς πρός τήν στάσιν των ἐν ὄψει τοῦ νέου ἐκλογικοῦ νόμου. Ἡ ΕΔΑ ἀνακοινώνει ὅτι θά κατέλθη αὐτοτελῶς, ἐνῶ ἄλλα κόμματα διερευνοῦν τήν δυνατότητα συνεργασίας. xyxy=(476,423,644,498)
headline: ΤΑ ΕΚΚΡΕΜΗ ΖΗΤΗΜΑΤΑ ΤΩΝ ΔΙΚΗΓΟΡΩΝ xyxy=(476,957,1177,977)
subheadline: Η ΣΥΜΠΛΗΡΩΣΙΣ ΤΗΣ ΚΥΒΕΡΝΗΣΕΩΣ xyxy=(1392,235,1518,261)
right-column xyxy=(1187,107,1540,2279)
column-rule xyxy=(471,107,472,2279)
headline: Η ΘΕΣΙΣ ΤΩΝ ΜΙΚΡΩΝ ΚΟΜΜΑΤΩΝ ΕΝ ΟΨΕΙ ΤΩΝ ΕΚΛΟΓΩΝ — Η ΠΡΟΕΚΛΟΓΙΚΗ ΚΙΝΗΣΙΣ ΕΙΣ ΤΑΣ ΕΠΑΡΧΙΑΣ xyxy=(476,377,1177,418)
headline-secondary: Ο Κ. ΑΤΣΕΣΟΝ ΚΑΤΟΠΙΝ ΤΗΣ ΑΝΤΙΔΡΑΣΕΩΣ ΤΩΝ ΑΓΓΛΩΝ ΔΕΝ ΘΑ ΖΗΤΗΣΗ ΤΟΝ ΑΠΟΚΛΕΙΣΜΟΝ ΤΗΣ ΚΙΝΑΣ xyxy=(476,560,1177,601)
article-body: ΠΑΤΡΑΙ, 13. (Τοῦ ἀνταποκριτοῦ μας). — Εἰς τήν πόλιν ἐπικρατεῖ ζωηρά προεκλογική κίνησις. xyxy=(1009,818,1177,854)
